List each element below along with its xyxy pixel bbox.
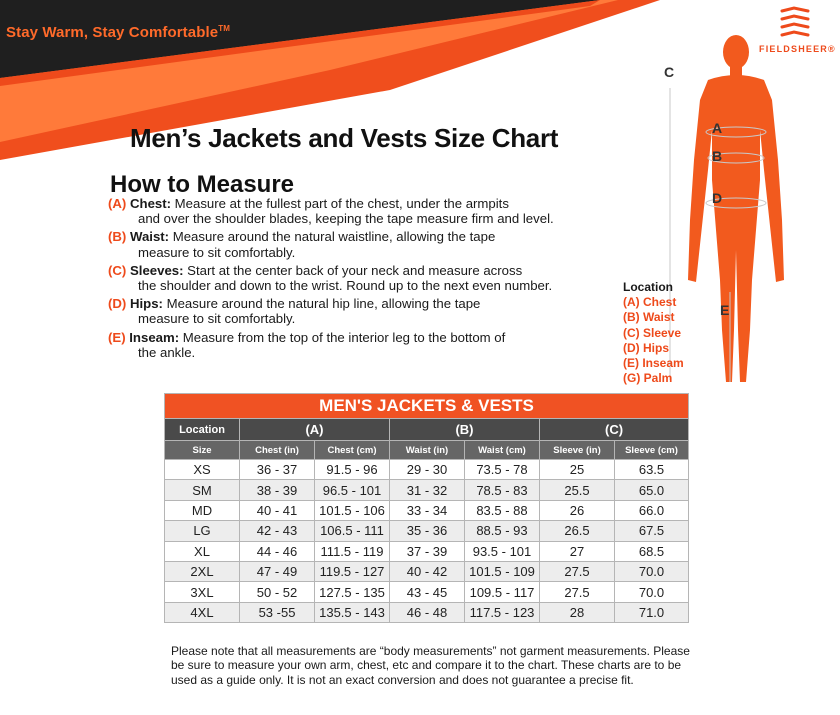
table-cell: 83.5 - 88 [465, 500, 540, 520]
table-cell: 25.5 [540, 480, 615, 500]
table-row [165, 561, 689, 581]
logo-wordmark: FIELDSHEER® [759, 44, 836, 54]
table-cell: 96.5 - 101 [315, 480, 390, 500]
figure-label-c: C [664, 64, 675, 80]
table-cell: 78.5 - 83 [465, 480, 540, 500]
size-cell: XS [165, 460, 240, 480]
figure-label-a: A [712, 120, 723, 136]
figure-label-d: D [712, 190, 723, 206]
measure-chest: (A) Chest: Measure at the fullest part of the chest, under the armpits and over the shoulder blades, keeping the tape measure firm and level. [108, 196, 554, 227]
table-cell: 93.5 - 101 [465, 541, 540, 561]
column-header: Waist (cm) [465, 441, 540, 460]
disclaimer-note: Please note that all measurements are “body measurements” not garment measurements. Please be sure to measure your own arm, chest, etc and compare it to the chart. These charts are to be used as a guide only. It is not an exact conversion and does not guarantee a precise fit. [171, 644, 690, 687]
table-cell: 106.5 - 111 [315, 521, 390, 541]
table-cell: 135.5 - 143 [315, 602, 390, 622]
measurement-instructions [108, 196, 618, 363]
measure-hips: (D) Hips: Measure around the natural hip line, allowing the tape measure to sit comfortably. [108, 296, 481, 327]
size-cell: LG [165, 521, 240, 541]
legend-item: (B) Waist [623, 310, 675, 325]
table-cell: 40 - 41 [240, 500, 315, 520]
column-header: Waist (in) [390, 441, 465, 460]
table-cell: 68.5 [615, 541, 689, 561]
table-row [165, 602, 689, 622]
location-header: Location [165, 419, 240, 441]
column-header: Chest (in) [240, 441, 315, 460]
table-cell: 101.5 - 106 [315, 500, 390, 520]
column-header: Sleeve (cm) [615, 441, 689, 460]
table-cell: 73.5 - 78 [465, 460, 540, 480]
group-header-c: (C) [540, 419, 689, 441]
table-column-headers [165, 441, 689, 460]
table-cell: 46 - 48 [390, 602, 465, 622]
group-header-a: (A) [240, 419, 390, 441]
table-row [165, 582, 689, 602]
size-cell: 4XL [165, 602, 240, 622]
table-cell: 37 - 39 [390, 541, 465, 561]
table-cell: 43 - 45 [390, 582, 465, 602]
table-cell: 29 - 30 [390, 460, 465, 480]
figure-label-b: B [712, 148, 723, 164]
measure-inseam: (E) Inseam: Measure from the top of the interior leg to the bottom of the ankle. [108, 329, 506, 360]
table-cell: 117.5 - 123 [465, 602, 540, 622]
table-cell: 36 - 37 [240, 460, 315, 480]
table-cell: 67.5 [615, 521, 689, 541]
table-cell: 127.5 - 135 [315, 582, 390, 602]
location-legend [623, 280, 684, 386]
legend-item: (E) Inseam [623, 356, 684, 371]
figure-label-e: E [720, 302, 730, 318]
table-cell: 40 - 42 [390, 561, 465, 581]
table-cell: 53 -55 [240, 602, 315, 622]
table-cell: 109.5 - 117 [465, 582, 540, 602]
table-cell: 65.0 [615, 480, 689, 500]
table-cell: 63.5 [615, 460, 689, 480]
table-cell: 27.5 [540, 582, 615, 602]
table-cell: 26.5 [540, 521, 615, 541]
table-cell: 35 - 36 [390, 521, 465, 541]
table-cell: 31 - 32 [390, 480, 465, 500]
legend-item: (C) Sleeve [623, 325, 682, 340]
legend-title: Location [623, 280, 673, 294]
table-title: MEN'S JACKETS & VESTS [165, 394, 689, 419]
table-cell: 26 [540, 500, 615, 520]
table-row [165, 500, 689, 520]
measure-waist: (B) Waist: Measure around the natural waistline, allowing the tape measure to sit comfortably. [108, 229, 496, 260]
table-cell: 42 - 43 [240, 521, 315, 541]
brand-tagline: Stay Warm, Stay Comfortable™ [6, 24, 230, 41]
size-table [164, 393, 689, 623]
table-cell: 25 [540, 460, 615, 480]
size-cell: 3XL [165, 582, 240, 602]
size-cell: MD [165, 500, 240, 520]
table-cell: 101.5 - 109 [465, 561, 540, 581]
table-row [165, 541, 689, 561]
legend-item: (G) Palm [623, 371, 673, 386]
table-cell: 47 - 49 [240, 561, 315, 581]
table-row [165, 480, 689, 500]
table-cell: 71.0 [615, 602, 689, 622]
table-cell: 50 - 52 [240, 582, 315, 602]
table-title-row [165, 394, 689, 419]
column-header: Sleeve (in) [540, 441, 615, 460]
table-cell: 27 [540, 541, 615, 561]
table-cell: 44 - 46 [240, 541, 315, 561]
table-body [165, 460, 689, 623]
size-cell: XL [165, 541, 240, 561]
table-cell: 33 - 34 [390, 500, 465, 520]
column-header: Chest (cm) [315, 441, 390, 460]
table-cell: 28 [540, 602, 615, 622]
measure-sleeves: (C) Sleeves: Start at the center back of your neck and measure across the shoulder and down to the wrist. Round up to the next even number. [108, 262, 553, 294]
table-row [165, 460, 689, 480]
size-cell: 2XL [165, 561, 240, 581]
table-cell: 111.5 - 119 [315, 541, 390, 561]
page-title: Men’s Jackets and Vests Size Chart [130, 123, 559, 153]
table-row [165, 521, 689, 541]
table-cell: 91.5 - 96 [315, 460, 390, 480]
table-cell: 119.5 - 127 [315, 561, 390, 581]
table-cell: 27.5 [540, 561, 615, 581]
table-cell: 88.5 - 93 [465, 521, 540, 541]
table-cell: 70.0 [615, 561, 689, 581]
table-group-row [165, 419, 689, 441]
table-cell: 70.0 [615, 582, 689, 602]
group-header-b: (B) [390, 419, 540, 441]
table-cell: 66.0 [615, 500, 689, 520]
column-header: Size [165, 441, 240, 460]
how-to-heading: How to Measure [110, 171, 295, 198]
size-cell: SM [165, 480, 240, 500]
legend-item: (A) Chest [623, 295, 677, 310]
table-cell: 38 - 39 [240, 480, 315, 500]
legend-item: (D) Hips [623, 340, 669, 355]
